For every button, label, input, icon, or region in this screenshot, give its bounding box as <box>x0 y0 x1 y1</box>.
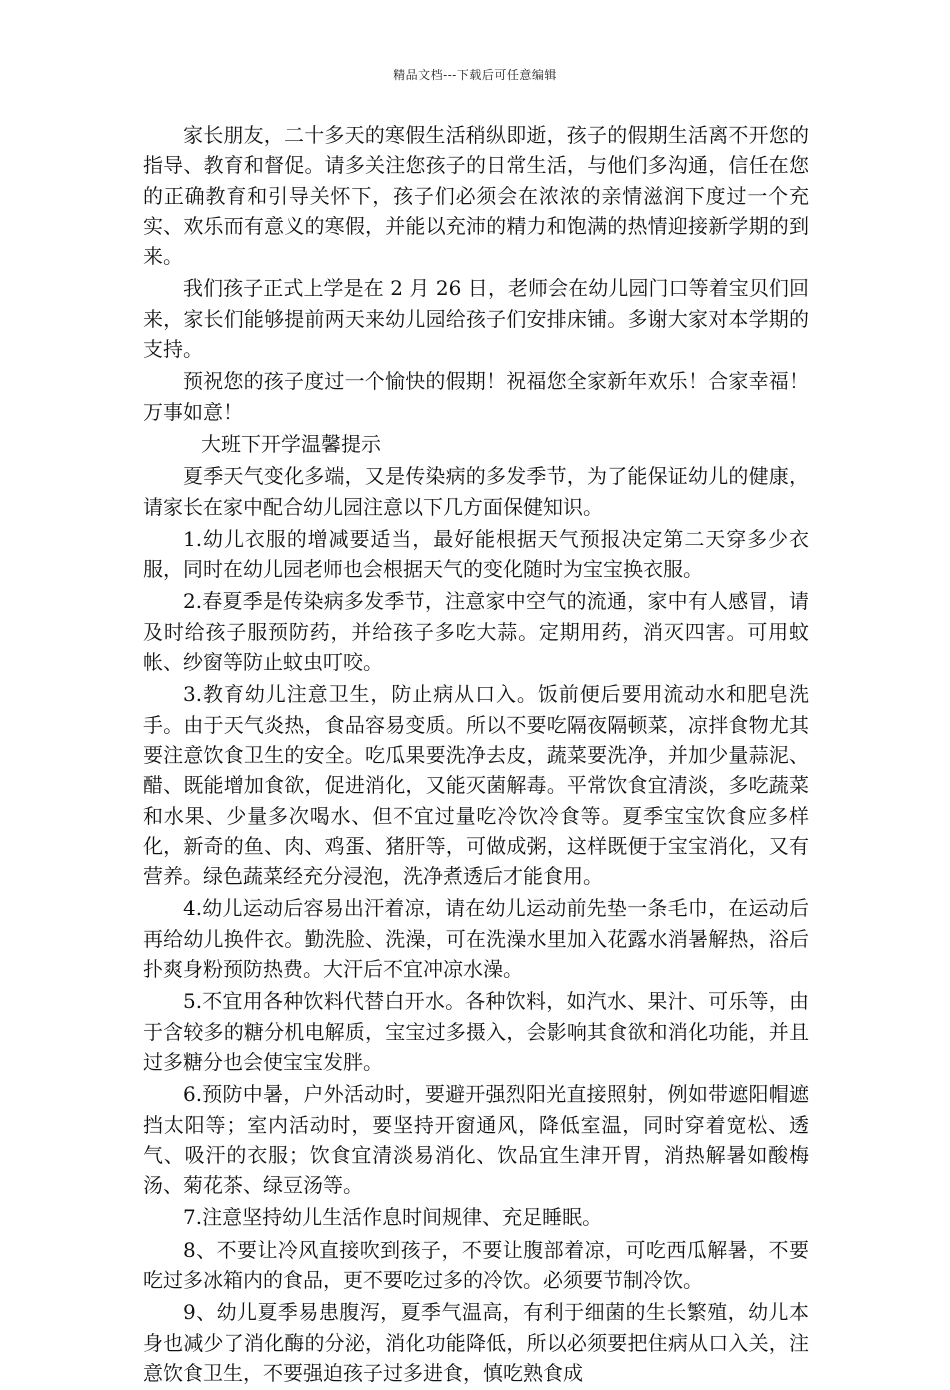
list-item-4: 4.幼儿运动后容易出汗着凉，请在幼儿运动前先垫一条毛巾，在运动后再给幼儿换件衣。勤洗脸、洗澡，可在洗澡水里加入花露水消暑解热，浴后扑爽身粉预防热费。大汗后不宜冲凉水澡。 <box>143 896 809 982</box>
list-item-8: 8、不要让冷风直接吹到孩子，不要让腹部着凉，可吃西瓜解暑，不要吃过多冰箱内的食品，更不要吃过多的冷饮。必须要节制冷饮。 <box>143 1237 809 1292</box>
paragraph-greeting: 家长朋友，二十多天的寒假生活稍纵即逝，孩子的假期生活离不开您的指导、教育和督促。请多关注您孩子的日常生活，与他们多沟通，信任在您的正确教育和引导关怀下，孩子们必须会在浓浓的亲情滋润下度过一个充实、欢乐而有意义的寒假，并能以充沛的精力和饱满的热情迎接新学期的到来。 <box>143 123 809 269</box>
section-heading: 大班下开学温馨提示 <box>201 431 381 456</box>
list-item-7: 7.注意坚持幼儿生活作息时间规律、充足睡眠。 <box>183 1205 603 1230</box>
list-item-6: 6.预防中暑，户外活动时，要避开强烈阳光直接照射，例如带遮阳帽遮挡太阳等；室内活动时，要坚持开窗通风，降低室温，同时穿着宽松、透气、吸汗的衣服；饮食宜清淡易消化、饮品宜生津开胃，消热解暑如酸梅汤、菊花茶、绿豆汤等。 <box>143 1082 809 1198</box>
list-item-1: 1.幼儿衣服的增减要适当，最好能根据天气预报决定第二天穿多少衣服，同时在幼儿园老师也会根据天气的变化随时为宝宝换衣服。 <box>143 526 809 582</box>
paragraph-intro: 夏季天气变化多端，又是传染病的多发季节，为了能保证幼儿的健康，请家长在家中配合幼儿园注意以下几方面保健知识。 <box>143 464 809 519</box>
document-body <box>143 120 809 1390</box>
list-item-2: 2.春夏季是传染病多发季节，注意家中空气的流通，家中有人感冒，请及时给孩子服预防药，并给孩子多吃大蒜。定期用药，消灭四害。可用蚊帐、纱窗等防止蚊虫叮咬。 <box>143 589 809 675</box>
page-header: 精品文档---下载后可任意编辑 <box>393 68 557 82</box>
list-item-3: 3.教育幼儿注意卫生，防止病从口入。饭前便后要用流动水和肥皂洗手。由于天气炎热，食品容易变质。所以不要吃隔夜隔顿菜，凉拌食物尤其要注意饮食卫生的安全。吃瓜果要洗净去皮，蔬菜要洗净，并加少量蒜泥、醋、既能增加食欲，促进消化，又能灭菌解毒。平常饮食宜清淡，多吃蔬菜和水果、少量多次喝水、但不宜过量吃冷饮冷食等。夏季宝宝饮食应多样化，新奇的鱼、肉、鸡蛋、猪肝等，可做成粥，这样既便于宝宝消化，又有营养。绿色蔬菜经充分浸泡，洗净煮透后才能食用。 <box>143 682 809 889</box>
list-item-5: 5.不宜用各种饮料代替白开水。各种饮料，如汽水、果汁、可乐等，由于含较多的糖分机电解质，宝宝过多摄入，会影响其食欲和消化功能，并且过多糖分也会使宝宝发胖。 <box>143 989 809 1074</box>
paragraph-wishes: 预祝您的孩子度过一个愉快的假期！祝福您全家新年欢乐！合家幸福！万事如意！ <box>143 369 809 424</box>
list-item-9: 9、幼儿夏季易患腹泻，夏季气温高，有利于细菌的生长繁殖，幼儿本身也减少了消化酶的分泌，消化功能降低，所以必须要把住病从口入关，注意饮食卫生，不要强迫孩子过多进食，慎吃熟食成 <box>143 1300 809 1385</box>
paragraph-school-start: 我们孩子正式上学是在 2 月 26 日，老师会在幼儿园门口等着宝贝们回来，家长们能够提前两天来幼儿园给孩子们安排床铺。多谢大家对本学期的支持。 <box>143 276 809 362</box>
